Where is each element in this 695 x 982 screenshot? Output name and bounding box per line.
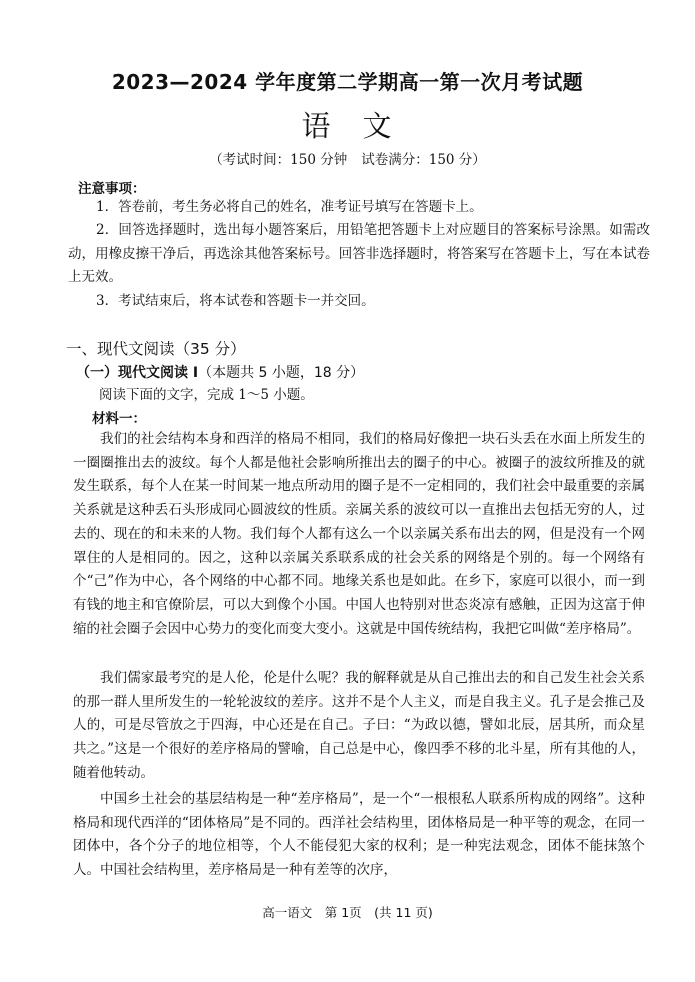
exam-info	[0, 148, 695, 168]
page-footer: 高一语文 第 1页 (共 11 页)	[262, 905, 433, 920]
passage-paragraph: 我们的社会结构本身和西洋的格局不相同，我们的格局好像把一块石头丢在水面上所发生的一圈圈推出去的波纹。每个人都是他社会影响所推出去的圈子的中心。被圈子的波纹所推及的就发生联系，每个人在某一时间某一地点所动用的圈子是不一定相同的，我们社会中最重要的亲属关系就是这种丢石头形成同心圆波纹的性质。亲属关系的波纹可以一直推出去包括无穷的人，过去的、现在的和未来的人物。我们每个人都有这么一个以亲属关系布出去的网，但是没有一个网罩住的人是相同的。因之，这种以亲属关系联系成的社会关系的网络是个别的。每一个网络有个“己”作为中心，各个网络的中心都不同。地缘关系也是如此。在乡下，家庭可以很小，而一到有钱的地主和官僚阶层，可以大到像个小国。中国人也特别对世态炎凉有感触，正因为这富于伸缩的社会圈子会因中心势力的变化而变大变小。这就是中国传统结构，我把它叫做“差序格局”。	[73, 431, 645, 637]
notice-item-2: 2．回答选择题时，选出每小题答案后，用铅笔把答题卡上对应题目的答案标号涂黑。如需改动，用橡皮擦干净后，再选涂其他答案标号。回答非选择题时，将答案写在答题卡上，写在本试卷上无效。	[68, 222, 650, 286]
notice-title: 注意事项：	[78, 181, 146, 197]
reading-instruction: 阅读下面的文字，完成 1～5 小题。	[99, 387, 314, 403]
material-label: 材料一：	[92, 411, 146, 427]
sub-section-label: （一）现代文阅读 I	[76, 365, 199, 381]
subject-char-2: 文	[362, 109, 394, 143]
sub-section-detail: （本题共 5 小题，18 分）	[198, 365, 365, 381]
subject-heading	[0, 104, 695, 145]
exam-title: 2023—2024 学年度第二学期高一第一次月考试题	[111, 70, 584, 94]
exam-time: （考试时间：150 分钟	[209, 152, 348, 168]
sub-section-title	[76, 362, 364, 382]
exam-score: 试卷满分：150 分）	[361, 152, 486, 168]
notice-item-3: 3．考试结束后，将本试卷和答题卡一并交回。	[96, 293, 375, 309]
passage-paragraph: 我们儒家最考究的是人伦，伦是什么呢？我的解释就是从自己推出去的和自己发生社会关系的那一群人里所发生的一轮轮波纹的差序。这并不是个人主义，而是自我主义。孔子是会推己及人的，可是尽管放之于四海，中心还是在自己。子曰：“为政以德，譬如北辰，居其所，而众星共之。”这是一个很好的差序格局的譬喻，自己总是中心，像四季不移的北斗星，所有其他的人，随着他转动。	[73, 670, 645, 781]
subject-char-1: 语	[301, 109, 333, 143]
passage-paragraph: 中国乡土社会的基层结构是一种“差序格局”，是一个“一根根私人联系所构成的网络”。这种格局和现代西洋的“团体格局”是不同的。西洋社会结构里，团体格局是一种平等的观念，在同一团体中，各个分子的地位相等，个人不能侵犯大家的权利；是一种宪法观念，团体不能抹煞个人。中国社会结构里，差序格局是一种有差等的次序，	[73, 791, 645, 879]
notice-item-1: 1．答卷前，考生务必将自己的姓名，准考证号填写在答题卡上。	[96, 199, 483, 215]
section-title: 一、现代文阅读（35 分）	[66, 340, 246, 358]
